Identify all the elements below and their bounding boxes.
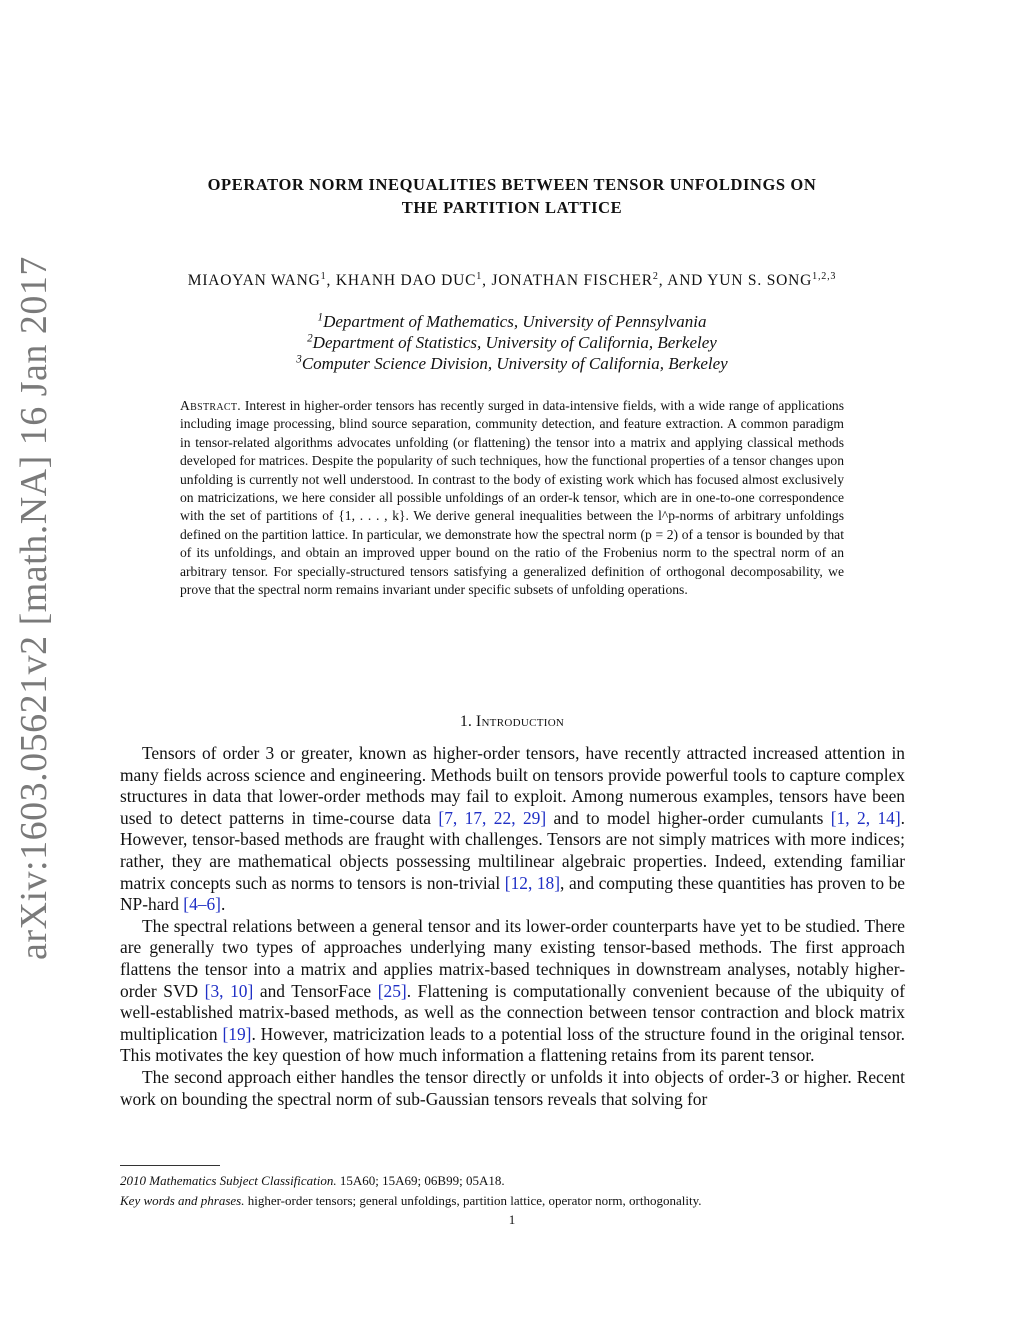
section-heading (120, 713, 904, 731)
body-text (120, 743, 905, 1110)
affiliation-list (120, 311, 904, 374)
section-number: 1. (459, 713, 472, 730)
abstract-label: Abstract. (180, 398, 241, 413)
author: YUN S. SONG (707, 272, 813, 289)
author-affiliation-mark: 1 (476, 270, 483, 282)
author: KHANH DAO DUC (335, 272, 477, 289)
arxiv-identifier: arXiv:1603.05621v2 [math.NA] 16 Jan 2017 (13, 256, 55, 960)
footnote-rule (120, 1165, 220, 1166)
author-affiliation-mark: 1,2,3 (812, 270, 837, 282)
citation-link[interactable]: [25] (377, 980, 407, 1001)
title-line-1: OPERATOR NORM INEQUALITIES BETWEEN TENSOR UNFOLDINGS ON (207, 175, 817, 194)
author: JONATHAN FISCHER (491, 272, 653, 289)
author: MIAOYAN WANG (187, 272, 321, 289)
paragraph: Tensors of order 3 or greater, known as higher-order tensors, have recently attracted increased attention in many fields across science and engineering. Methods built on tensors provide powerful tools to capture complex structures in data that lower-order methods may fail to exploit. Among numerous examples, tensors have been used to detect patterns in time-course data [7, 17, 22, 29] and to model higher-order cumulants [1, 2, 14]. However, tensor-based methods are fraught with challenges. Tensors are not simply matrices with more indices; rather, they are mathematical objects possessing multilinear algebraic properties. Indeed, extending familiar matrix concepts such as norms to tensors is non-trivial [12, 18], and computing these quantities has proven to be NP-hard [4–6]. (120, 743, 906, 915)
title-line-2: THE PARTITION LATTICE (401, 198, 623, 217)
footnotes (120, 1171, 910, 1211)
affiliation: $^2$Department of Statistics, University of California, Berkeley (307, 332, 717, 352)
page-number: 1 (508, 1212, 516, 1227)
author-affiliation-mark: 2 (652, 270, 659, 282)
citation-link[interactable]: [7, 17, 22, 29] (438, 807, 547, 828)
author-list: MIAOYAN WANG$^1$, KHANH DAO DUC$^1$, JONATHAN FISCHER$^2$, AND YUN S. SONG$^{1,2,3}$ (187, 270, 837, 289)
section-title: Introduction (475, 713, 565, 730)
affiliation: $^1$Department of Mathematics, University of Pennsylvania (317, 311, 707, 331)
abstract-text: Interest in higher-order tensors has recently surged in data-intensive fields, with a wide range of applications including image processing, blind source separation, community detection, and feature extraction. A common paradigm in tensor-related algorithms advocates unfolding (or flattening) the tensor into a matrix and applying classical methods developed for matrices. Despite the popularity of such techniques, how the functional properties of a tensor changes upon unfolding is currently not well understood. In contrast to the body of existing work which has focused almost exclusively on matricizations, we here consider all possible unfoldings of an order-k tensor, which are in one-to-one correspondence with the set of partitions of {1, . . . , k}. We derive general inequalities between the l^p-norms of arbitrary unfoldings defined on the partition lattice. In particular, we demonstrate how the spectral norm (p = 2) of a tensor is bounded by that of its unfoldings, and obtain an improved upper bound on the ratio of the Frobenius norm to the spectral norm of an arbitrary tensor. For specially-structured tensors satisfying a generalized definition of orthogonal decomposability, we prove that the spectral norm remains invariant under specific subsets of unfolding operations. (180, 398, 844, 598)
msc-footnote: 2010 Mathematics Subject Classification. 15A60; 15A69; 06B99; 05A18. (120, 1173, 505, 1188)
author-affiliation-mark: 1 (320, 270, 327, 282)
citation-link[interactable]: [1, 2, 14] (830, 807, 901, 828)
citation-link[interactable]: [12, 18] (504, 872, 561, 893)
keywords-footnote: Key words and phrases. higher-order tensors; general unfoldings, partition lattice, operator norm, orthogonality. (120, 1193, 702, 1208)
affiliation: $^3$Computer Science Division, University of California, Berkeley (296, 353, 728, 373)
paper-title (120, 173, 904, 219)
citation-link[interactable]: [4–6] (183, 894, 221, 915)
paragraph: The second approach either handles the tensor directly or unfolds it into objects of order-3 or higher. Recent work on bounding the spectral norm of sub-Gaussian tensors reveals that solving for (120, 1066, 905, 1109)
citation-link[interactable]: [19] (222, 1023, 252, 1044)
citation-link[interactable]: [3, 10] (204, 980, 254, 1001)
paragraph: The spectral relations between a general tensor and its lower-order counterparts have yet to be studied. There are generally two types of approaches underlying many existing tensor-based methods. The first approach flattens the tensor into a matrix and applies matrix-based techniques in downstream analyses, notably higher-order SVD [3, 10] and TensorFace [25]. Flattening is computationally convenient because of the ubiquity of well-established matrix-based methods, as well as the connection between tensor contraction and block matrix multiplication [19]. However, matricization leads to a potential loss of the structure found in the original tensor. This motivates the key question of how much information a flattening retains from its parent tensor. (120, 915, 906, 1066)
abstract (180, 397, 844, 599)
